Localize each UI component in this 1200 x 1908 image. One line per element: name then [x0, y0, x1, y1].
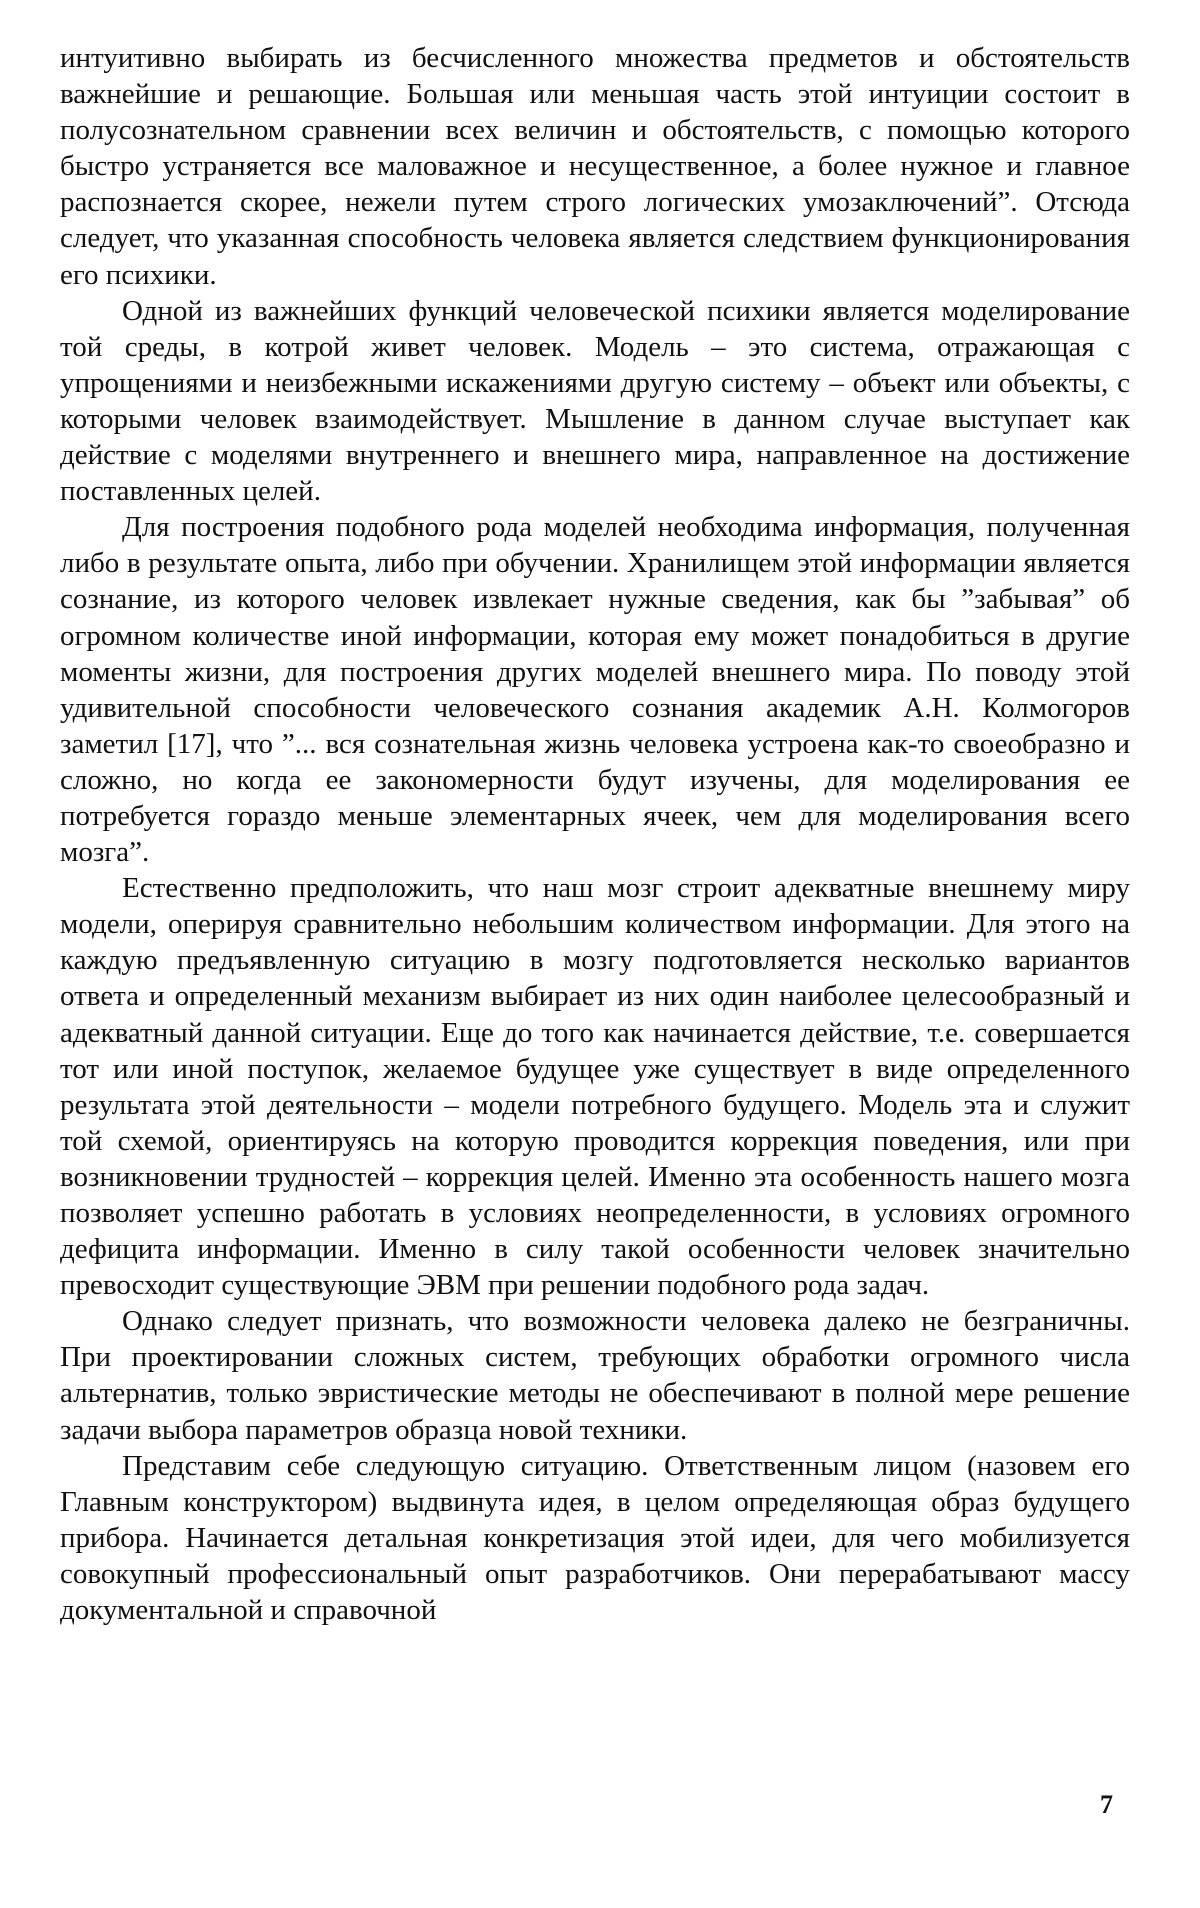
page-number: 7 [1100, 1790, 1113, 1819]
paragraph-6: Представим себе следующую ситуацию. Ответственным лицом (назовем его Главным конструктором) выдвинута идея, в целом определяющая образ будущего прибора. Начинается детальная конкретизация этой идеи, для чего мобилизуется совокупный профессиональный опыт разработчиков. Они перерабатывают массу документальной и справочной [60, 1449, 1130, 1627]
paragraph-5: Однако следует признать, что возможности человека далеко не безграничны. При проектировании сложных систем, требующих обработки огромного числа альтернатив, только эвристические методы не обеспечивают в полной мере решение задачи выбора параметров образца новой техники. [60, 1305, 1130, 1446]
paragraph-1: интуитивно выбирать из бесчисленного множества предметов и обстоятельств важнейшие и решающие. Большая или меньшая часть этой интуиции состоит в полусознательном сравнении всех величин и обстоятельств, с помощью которого быстро устраняется все маловажное и несущественное, а более нужное и главное распознается скорее, нежели путем строго логических умозаключений”. Отсюда следует, что указанная способность человека является следствием функционирования его психики. [60, 42, 1130, 291]
document-page [60, 40, 1130, 1870]
paragraph-4: Естественно предположить, что наш мозг строит адекватные внешнему миру модели, оперируя сравнительно небольшим количеством информации. Для этого на каждую предъявленную ситуацию в мозгу подготовляется несколько вариантов ответа и определенный механизм выбирает из них один наиболее целесообразный и адекватный данной ситуации. Еще до того как начинается действие, т.е. совершается тот или иной поступок, желаемое будущее уже существует в виде определенного результата этой деятельности – модели потребного будущего. Модель эта и служит той схемой, ориентируясь на которую проводится коррекция поведения, или при возникновении трудностей – коррекция целей. Именно эта особенность нашего мозга позволяет успешно работать в условиях неопределенности, в условиях огромного дефицита информации. Именно в силу такой особенности человек значительно превосходит существующие ЭВМ при решении подобного рода задач. [60, 872, 1130, 1302]
paragraph-3: Для построения подобного рода моделей необходима информация, полученная либо в результате опыта, либо при обучении. Хранилищем этой информации является сознание, из которого человек извлекает нужные сведения, как бы ”забывая” об огромном количестве иной информации, которая ему может понадобиться в другие моменты жизни, для построения других моделей внешнего мира. По поводу этой удивительной способности человеческого сознания академик А.Н. Колмогоров заметил [17], что ”... вся сознательная жизнь человека устроена как-то своеобразно и сложно, но когда ее закономерности будут изучены, для моделирования ее потребуется гораздо меньше элементарных ячеек, чем для моделирования всего мозга”. [60, 511, 1130, 869]
paragraph-2: Одной из важнейших функций человеческой психики является моделирование той среды, в котрой живет человек. Модель – это система, отражающая с упрощениями и неизбежными искажениями другую систему – объект или объекты, с которыми человек взаимодействует. Мышление в данном случае выступает как действие с моделями внутреннего и внешнего мира, направленное на достижение поставленных целей. [60, 294, 1130, 508]
